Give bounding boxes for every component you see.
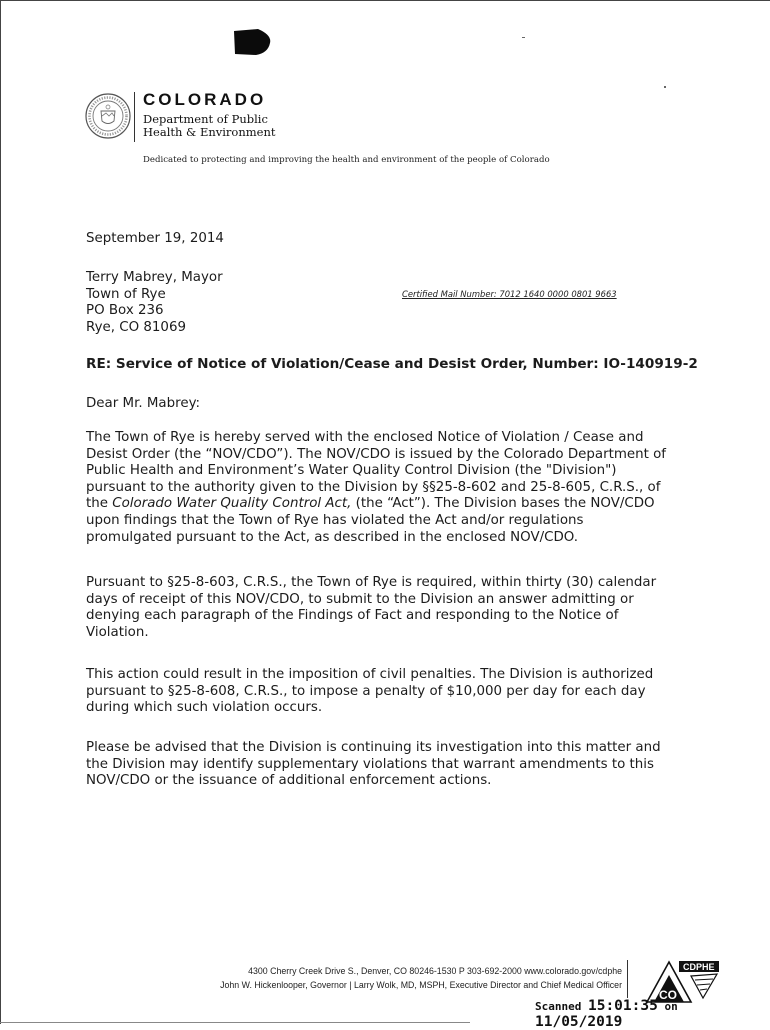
letterhead-divider bbox=[134, 92, 135, 142]
recipient-address: Terry Mabrey, Mayor Town of Rye PO Box 236 Rye, CO 81069 bbox=[86, 270, 223, 335]
scan-speck bbox=[664, 86, 666, 88]
scan-edge-left bbox=[0, 0, 1, 1024]
state-name: COLORADO bbox=[143, 90, 267, 109]
footer-officials: John W. Hickenlooper, Governor | Larry Wolk, MD, MSPH, Executive Director and Chief Medical Officer bbox=[220, 980, 622, 990]
footer-divider bbox=[627, 960, 628, 998]
scan-edge-top bbox=[0, 0, 770, 1]
subject-line: RE: Service of Notice of Violation/Cease and Desist Order, Number: IO-140919-2 bbox=[86, 356, 698, 372]
paragraph-3: This action could result in the imposition of civil penalties. The Division is authorized pursuant to §25-8-608, C.R.S., to impose a penalty of $10,000 per day for each day during which such violation occurs. bbox=[86, 667, 654, 716]
scan-edge-bottom bbox=[0, 1022, 470, 1023]
letterhead bbox=[143, 90, 276, 139]
scan-speck bbox=[522, 37, 525, 38]
letter-date: September 19, 2014 bbox=[86, 231, 224, 246]
tagline: Dedicated to protecting and improving the health and environment of the people of Colorado bbox=[143, 155, 550, 165]
logo-cdphe-text: CDPHE bbox=[683, 962, 715, 972]
scan-stamp: Scanned 15:01:35 on 11/05/2019 bbox=[535, 998, 678, 1030]
paragraph-2: Pursuant to §25-8-603, C.R.S., the Town of Rye is required, within thirty (30) calendar days of receipt of this NOV/CDO, to submit to the Division an answer admitting or denying each paragraph of the Findings of Fact and responding to the Notice of Violation. bbox=[86, 575, 657, 640]
state-seal-icon bbox=[84, 92, 132, 140]
redaction-mark bbox=[232, 27, 272, 57]
letter-footer bbox=[220, 964, 622, 992]
logo-co-text: CO bbox=[659, 988, 677, 1002]
salutation: Dear Mr. Mabrey: bbox=[86, 396, 201, 411]
footer-address: 4300 Cherry Creek Drive S., Denver, CO 80246-1530 P 303-692-2000 www.colorado.gov/cdphe bbox=[248, 966, 622, 976]
certified-mail-number: Certified Mail Number: 7012 1640 0000 0801 9663 bbox=[402, 289, 617, 299]
paragraph-1: The Town of Rye is hereby served with the enclosed Notice of Violation / Cease and Desist Order (the “NOV/CDO”). The NOV/CDO is issued by the Colorado Department of Public Health and Environment’s Water Quality Control Division (the "Division") pursuant to the authority given to the Division by §§25-8-602 and 25-8-605, C.R.S., of the Colorado Water Quality Control Act, (the “Act”). The Division bases the NOV/CDO upon findings that the Town of Rye has violated the Act and/or regulations promulgated pursuant to the Act, as described in the enclosed NOV/CDO. bbox=[86, 430, 667, 545]
paragraph-4: Please be advised that the Division is continuing its investigation into this matter and the Division may identify supplementary violations that warrant amendments to this NOV/CDO or the issuance of additional enforcement actions. bbox=[86, 740, 661, 789]
department-name: Department of Public Health & Environment bbox=[143, 112, 276, 139]
act-title: Colorado Water Quality Control Act, bbox=[112, 496, 352, 512]
